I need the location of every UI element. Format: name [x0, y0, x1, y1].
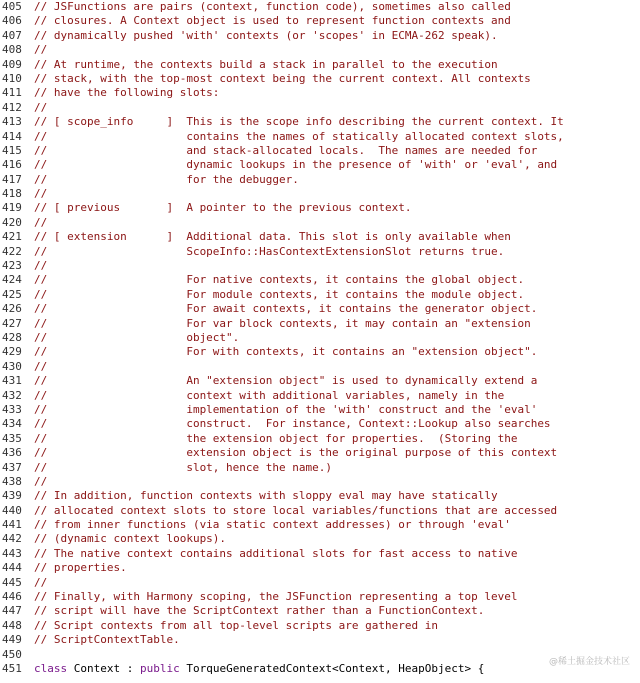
code-text: // and stack-allocated locals. The names are needed for	[34, 143, 538, 157]
line-number: 409	[2, 57, 22, 71]
code-text: // script will have the ScriptContext rather than a FunctionContext.	[34, 604, 485, 618]
line-number: 414	[2, 129, 22, 143]
line-number: 441	[2, 518, 22, 532]
code-line	[0, 144, 640, 158]
line-number: 408	[2, 43, 22, 57]
line-number: 421	[2, 230, 22, 244]
code-text: // for the debugger.	[34, 172, 299, 186]
code-line	[0, 648, 640, 662]
code-text: // An "extension object" is used to dynamically extend a	[34, 374, 538, 388]
class-name: Context :	[67, 661, 140, 675]
line-number: 445	[2, 575, 22, 589]
line-number: 446	[2, 590, 22, 604]
code-line	[0, 58, 640, 72]
code-text: // JSFunctions are pairs (context, function code), sometimes also called	[34, 0, 511, 13]
code-text: // ScopeInfo::HasContextExtensionSlot returns true.	[34, 244, 505, 258]
code-line	[0, 619, 640, 633]
code-text: // the extension object for properties. (Storing the	[34, 431, 518, 445]
code-line	[0, 532, 640, 546]
watermark: @稀土掘金技术社区	[548, 657, 630, 667]
code-text: //	[34, 215, 48, 229]
code-line	[0, 547, 640, 561]
code-line	[0, 245, 640, 259]
code-text: // Finally, with Harmony scoping, the JSFunction representing a top level	[34, 590, 518, 604]
line-number: 440	[2, 503, 22, 517]
code-line	[0, 403, 640, 417]
line-number: 426	[2, 302, 22, 316]
code-line	[0, 432, 640, 446]
code-line	[0, 259, 640, 273]
line-number: 415	[2, 143, 22, 157]
line-number: 444	[2, 561, 22, 575]
line-number: 416	[2, 158, 22, 172]
line-number: 418	[2, 187, 22, 201]
code-text: // extension object is the original purpose of this context	[34, 446, 558, 460]
code-line	[0, 0, 640, 14]
keyword-class: class	[34, 661, 68, 675]
code-line	[0, 288, 640, 302]
code-text: //	[34, 187, 48, 201]
code-line	[0, 158, 640, 172]
code-text: // For module contexts, it contains the module object.	[34, 287, 525, 301]
line-number: 423	[2, 259, 22, 273]
line-number: 451	[2, 661, 22, 675]
line-number: 422	[2, 244, 22, 258]
code-line	[0, 475, 640, 489]
code-text: // For with contexts, it contains an "extension object".	[34, 345, 538, 359]
code-text: // The native context contains additional slots for fast access to native	[34, 546, 518, 560]
code-text: // [ previous ] A pointer to the previous context.	[34, 201, 412, 215]
code-line	[0, 331, 640, 345]
line-number: 447	[2, 604, 22, 618]
code-line	[0, 29, 640, 43]
code-line	[0, 417, 640, 431]
code-text: // from inner functions (via static context addresses) or through 'eval'	[34, 518, 511, 532]
code-text: // construct. For instance, Context::Lookup also searches	[34, 417, 551, 431]
line-number: 406	[2, 14, 22, 28]
code-text: // For var block contexts, it may contain an "extension	[34, 316, 531, 330]
line-number: 417	[2, 172, 22, 186]
code-text: // For native contexts, it contains the global object.	[34, 273, 525, 287]
code-text: //	[34, 100, 48, 114]
line-number: 449	[2, 633, 22, 647]
line-number: 413	[2, 115, 22, 129]
code-text: // [ scope_info ] This is the scope info describing the current context. It	[34, 115, 564, 129]
code-text: // properties.	[34, 561, 127, 575]
code-text: // context with additional variables, namely in the	[34, 388, 505, 402]
line-number: 437	[2, 460, 22, 474]
code-text: // ScriptContextTable.	[34, 633, 180, 647]
code-text: // implementation of the 'with' construct and the 'eval'	[34, 402, 538, 416]
code-text: //	[34, 359, 48, 373]
code-text: //	[34, 43, 48, 57]
code-text: // have the following slots:	[34, 86, 220, 100]
code-line	[0, 345, 640, 359]
line-number: 411	[2, 86, 22, 100]
code-line	[0, 633, 640, 647]
code-text: //	[34, 259, 48, 273]
code-line	[0, 173, 640, 187]
code-line	[0, 273, 640, 287]
code-line-class	[0, 662, 640, 676]
code-text: // closures. A Context object is used to represent function contexts and	[34, 14, 511, 28]
line-number: 443	[2, 546, 22, 560]
code-text: //	[34, 474, 48, 488]
line-number: 439	[2, 489, 22, 503]
code-line	[0, 216, 640, 230]
code-text: // (dynamic context lookups).	[34, 532, 227, 546]
code-line	[0, 374, 640, 388]
code-line	[0, 489, 640, 503]
code-text: // [ extension ] Additional data. This slot is only available when	[34, 230, 511, 244]
code-text: // At runtime, the contexts build a stack in parallel to the execution	[34, 57, 498, 71]
line-number: 405	[2, 0, 22, 13]
code-line	[0, 389, 640, 403]
code-text: // allocated context slots to store local variables/functions that are accessed	[34, 503, 558, 517]
line-number: 431	[2, 374, 22, 388]
code-line	[0, 101, 640, 115]
line-number: 424	[2, 273, 22, 287]
line-number: 450	[2, 647, 22, 661]
line-number: 435	[2, 431, 22, 445]
code-line	[0, 14, 640, 28]
code-line	[0, 130, 640, 144]
line-number: 425	[2, 287, 22, 301]
code-text: // contains the names of statically allocated context slots,	[34, 129, 564, 143]
code-line	[0, 590, 640, 604]
line-number: 434	[2, 417, 22, 431]
line-number: 430	[2, 359, 22, 373]
code-line	[0, 201, 640, 215]
line-number: 428	[2, 330, 22, 344]
code-line	[0, 604, 640, 618]
code-text: // In addition, function contexts with sloppy eval may have statically	[34, 489, 498, 503]
code-line	[0, 446, 640, 460]
line-number: 432	[2, 388, 22, 402]
code-text: // For await contexts, it contains the generator object.	[34, 302, 538, 316]
line-number: 410	[2, 71, 22, 85]
code-text: // Script contexts from all top-level scripts are gathered in	[34, 618, 438, 632]
code-text: // slot, hence the name.)	[34, 460, 333, 474]
code-text: // dynamically pushed 'with' contexts (or 'scopes' in ECMA-262 speak).	[34, 28, 498, 42]
code-text: //	[34, 575, 48, 589]
code-line	[0, 576, 640, 590]
code-line	[0, 115, 640, 129]
line-number: 442	[2, 532, 22, 546]
line-number: 419	[2, 201, 22, 215]
code-line	[0, 317, 640, 331]
code-line	[0, 461, 640, 475]
code-line	[0, 230, 640, 244]
line-number: 433	[2, 402, 22, 416]
code-line	[0, 360, 640, 374]
code-text: // dynamic lookups in the presence of 'with' or 'eval', and	[34, 158, 558, 172]
code-text	[34, 662, 484, 676]
base-class: TorqueGeneratedContext<Context, HeapObject> {	[179, 661, 485, 675]
code-line	[0, 187, 640, 201]
keyword-public: public	[139, 661, 180, 675]
code-line	[0, 72, 640, 86]
line-number: 448	[2, 618, 22, 632]
line-number: 420	[2, 215, 22, 229]
code-line	[0, 86, 640, 100]
code-line	[0, 43, 640, 57]
line-number: 429	[2, 345, 22, 359]
code-text: // stack, with the top-most context being the current context. All contexts	[34, 71, 531, 85]
line-number: 427	[2, 316, 22, 330]
code-line	[0, 504, 640, 518]
line-number: 407	[2, 28, 22, 42]
line-number: 438	[2, 474, 22, 488]
code-text: // object".	[34, 330, 240, 344]
line-number: 436	[2, 446, 22, 460]
line-number: 412	[2, 100, 22, 114]
code-line	[0, 561, 640, 575]
code-line	[0, 518, 640, 532]
code-line	[0, 302, 640, 316]
